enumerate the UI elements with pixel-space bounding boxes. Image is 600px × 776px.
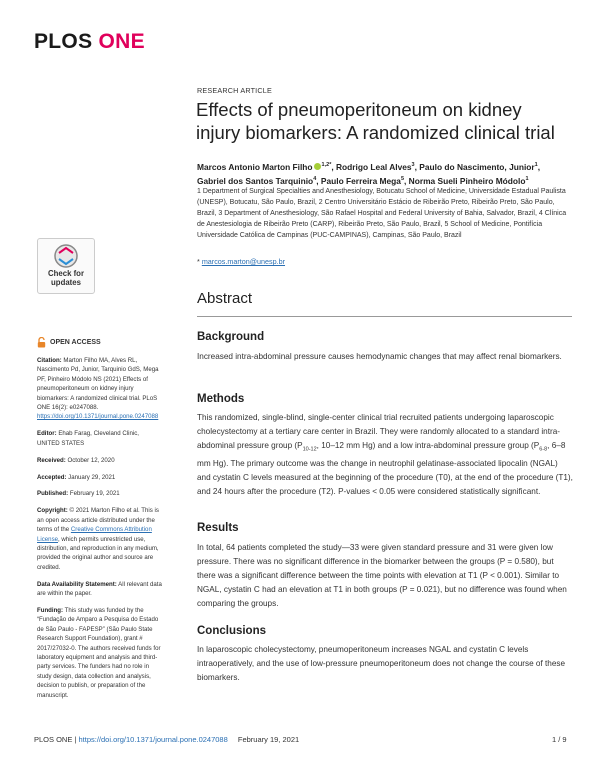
author-sup: 4	[313, 175, 317, 182]
citation-label: Citation:	[37, 357, 62, 364]
footer-sep: |	[72, 735, 79, 744]
logo-one: ONE	[98, 30, 145, 53]
author-name[interactable]: Gabriel dos Santos Tarquinio	[197, 175, 314, 186]
received-date: October 12, 2020	[67, 456, 115, 464]
author-sup: 3	[411, 162, 415, 168]
page-number: 1 / 9	[552, 735, 567, 744]
author-list	[197, 159, 572, 187]
conclusions-text: In laparoscopic cholecystectomy, pneumoperitoneum increases NGAL and cystatin C levels intraoperatively, and the use of low-pressure pneumoperitoneum does not change the course of these biomarkers.	[197, 645, 566, 682]
accepted-date: January 29, 2021	[68, 473, 116, 481]
background-heading: Background	[197, 331, 265, 343]
email-star: *	[197, 257, 200, 266]
author-name[interactable]: , Paulo do Nascimento, Junior	[414, 161, 535, 172]
funding-label: Funding:	[37, 607, 64, 615]
results-text: In total, 64 patients completed the study—33 were given standard pressure and 31 were given low pressure. There was no significant difference in the biomarker between the groups (P = 0.580), but there was a significant difference between the time points with elevation at T1 (P < 0.001). Similar to NGAL, cystatin C had an elevation at T1 in both groups (P = 0.021), but no difference was found when comparing the groups.	[197, 543, 567, 608]
check-for-updates-label[interactable]: Check for updates	[48, 269, 84, 287]
abstract-divider	[197, 316, 572, 317]
author-name[interactable]: Marcos Antonio Marton Filho	[197, 161, 313, 172]
methods-text	[197, 411, 573, 499]
abstract-heading: Abstract	[197, 290, 253, 307]
footer-journal: PLOS ONE	[34, 735, 73, 744]
copyright-text: © 2021 Marton Filho et al. This is an open access article distributed under the terms of the	[37, 507, 159, 534]
editor-block	[37, 429, 162, 448]
data-availability-block	[37, 580, 162, 599]
methods-part: This randomized, single-blind, single-center clinical trial recruited patients undergoing laparoscopic cholecystectomy at a tertiary care center in Brazil. They were randomly allocated to a standard intra-abdominal pressure group (P	[197, 413, 560, 450]
received-block	[37, 456, 162, 465]
page-footer	[34, 735, 299, 744]
received-label: Received:	[37, 456, 66, 464]
author-sup: 1,2*	[321, 162, 332, 168]
published-label: Published:	[37, 490, 69, 498]
author-sup: 5	[400, 175, 405, 182]
methods-heading: Methods	[197, 393, 245, 405]
journal-logo[interactable]	[34, 30, 145, 54]
open-lock-icon	[37, 337, 46, 348]
open-access-label: OPEN ACCESS	[50, 338, 101, 346]
author-name[interactable]: , Paulo Ferreira Mega	[316, 175, 401, 186]
email-link[interactable]: marcos.marton@unesp.br	[201, 257, 286, 266]
license-link[interactable]: Creative Commons Attribution License	[37, 526, 152, 543]
funding-text: This study was funded by the “Fundação de Amparo a Pesquisa do Estado de São Paulo - FAPESP” (São Paulo State Research Support Foundation), grant # 2017/27032-0. The authors received funds for laboratory equipment and analysis and third-party services. The funders had no role in study design, data collection and analysis, decision to publish, or preparation of the manuscript.	[37, 607, 161, 699]
author-sep: ,	[537, 161, 541, 172]
citation-text: Marton Filho MA, Alves RL, Nascimento Pd, Junior, Tarquinio GdS, Mega PF, Pinheiro Módolo NS (2021) Effects of pneumoperitoneum on kidney injury biomarkers: A randomized clinical trial. PLoS ONE 16(2): e0247088.	[37, 357, 159, 412]
author-sup: 1	[534, 162, 538, 168]
data-availability-text: All relevant data are within the paper.	[37, 580, 162, 598]
open-access	[37, 337, 162, 348]
author-name[interactable]: , Rodrigo Leal Alves	[331, 161, 412, 172]
editor-label: Editor:	[37, 430, 57, 438]
methods-sub: 10-12	[302, 446, 317, 453]
copyright-block	[37, 506, 162, 572]
article-title: Effects of pneumoperitoneum on kidney injury biomarkers: A randomized clinical trial	[196, 99, 555, 143]
footer-date: February 19, 2021	[237, 735, 300, 744]
check-for-updates-icon	[38, 241, 94, 271]
article-type: RESEARCH ARTICLE	[197, 86, 272, 95]
footer-doi-link[interactable]: https://doi.org/10.1371/journal.pone.0247088	[78, 735, 228, 744]
copyright-label: Copyright:	[37, 507, 68, 515]
article-info-sidebar	[37, 337, 162, 708]
copyright-text-2: , which permits unrestricted use, distribution, and reproduction in any medium, provided the original author and source are credited.	[37, 535, 159, 571]
corresponding-email	[197, 257, 285, 266]
conclusions-heading: Conclusions	[197, 625, 267, 637]
published-date: February 19, 2021	[69, 490, 120, 498]
methods-part: , 10–12 mm Hg) and a low intra-abdominal pressure group (P	[316, 440, 540, 450]
accepted-label: Accepted:	[37, 473, 67, 481]
methods-part: , 6–8 mm Hg). The primary outcome was the change in neutrophil gelatinase-associated lipocalin (NGAL) and cystatin C levels measured at the beginning of the procedure (T0), at the end of the procedure (T1), and 24 hours after the procedure (T2). P-values < 0.05 were considered statistically significant.	[197, 440, 573, 497]
citation-doi-link[interactable]: https://doi.org/10.1371/journal.pone.0247088	[37, 413, 159, 421]
author-sup: 1	[525, 175, 529, 182]
funding-block	[37, 606, 162, 700]
logo-plos: PLOS	[34, 30, 93, 53]
data-availability-label: Data Availability Statement:	[37, 580, 117, 588]
affiliations: 1 Department of Surgical Specialties and Anesthesiology, Botucatu School of Medicine, Universidade Estadual Paulista (UNESP), Botucatu, São Paulo, Brazil, 2 Centro Universitário Estácio de Ribeirão Preto, Ribeirão Preto, São Paulo, Brazil, 3 Department of Anesthesiology, São Rafael Hospital and Federal University of Bahia, Salvador, Brazil, 4 Clínica de Anestesiologia de Ribeirão Preto (CARP), Ribeirão Preto, São Paulo, Brazil, 5 School of Medicine, Pontifícia Universidade Católica de Campinas (PUC-CAMPINAS), Campinas, São Paulo, Brazil	[197, 188, 567, 239]
published-block	[37, 489, 162, 498]
methods-sub: 6-8	[539, 446, 548, 453]
author-name[interactable]: , Norma Sueli Pinheiro Módolo	[404, 175, 526, 186]
results-heading: Results	[197, 522, 239, 534]
orcid-icon[interactable]	[314, 163, 321, 170]
accepted-block	[37, 473, 162, 482]
citation-block	[37, 356, 162, 422]
background-text: Increased intra-abdominal pressure causes hemodynamic changes that may affect renal biomarkers.	[197, 352, 562, 361]
editor-text: Ehab Farag, Cleveland Clinic, UNITED STATES	[37, 430, 139, 447]
